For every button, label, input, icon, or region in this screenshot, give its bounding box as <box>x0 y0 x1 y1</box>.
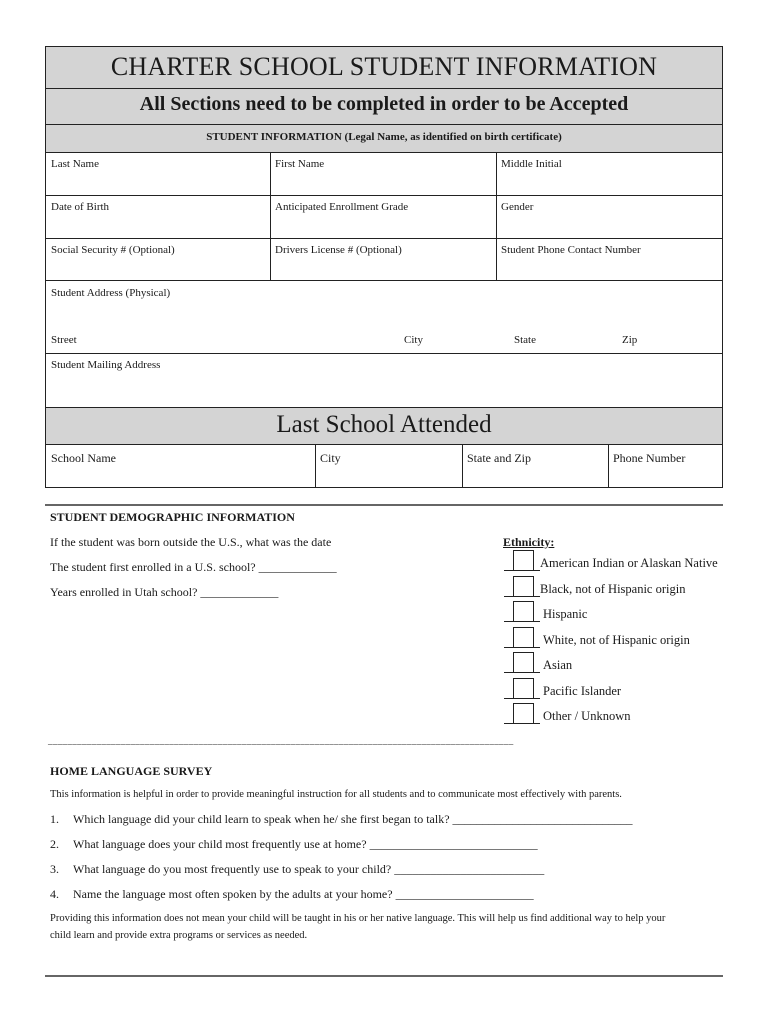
zip-field[interactable]: Zip <box>622 334 638 346</box>
middle-initial-field[interactable]: Middle Initial <box>501 158 562 170</box>
language-question[interactable]: What language does your child most frequently use at home? ____________________________ <box>73 837 538 851</box>
ethnicity-checkbox[interactable] <box>513 550 534 571</box>
dashed-separator: ________________________________________________________________________________________________ <box>48 736 514 746</box>
ethnicity-checkbox[interactable] <box>513 601 534 622</box>
language-question[interactable]: Which language did your child learn to speak when he/ she first began to talk? ______________________________ <box>73 812 633 826</box>
street-field[interactable]: Street <box>51 334 77 346</box>
school-state-zip-field[interactable]: State and Zip <box>467 451 531 465</box>
last-school-heading: Last School Attended <box>276 411 492 438</box>
home-language-heading: HOME LANGUAGE SURVEY <box>50 764 213 778</box>
ethnicity-option-label: Pacific Islander <box>543 683 622 698</box>
phone-field[interactable]: Student Phone Contact Number <box>501 244 641 256</box>
dob-field[interactable]: Date of Birth <box>51 201 110 213</box>
question-number: 2. <box>50 837 59 851</box>
language-question[interactable]: What language do you most frequently use to speak to your child? _________________________ <box>73 862 545 876</box>
last-name-field[interactable]: Last Name <box>51 158 99 170</box>
ethnicity-checkbox[interactable] <box>513 627 534 648</box>
question-number: 4. <box>50 887 59 901</box>
ethnicity-option-label: Other / Unknown <box>543 709 631 723</box>
ethnicity-heading: Ethnicity: <box>503 535 555 549</box>
form-title: CHARTER SCHOOL STUDENT INFORMATION <box>110 52 658 81</box>
bottom-rule <box>45 975 723 977</box>
state-field[interactable]: State <box>514 334 536 346</box>
ssn-field[interactable]: Social Security # (Optional) <box>51 244 175 256</box>
student-info-grid <box>45 152 723 281</box>
ethnicity-checkbox[interactable] <box>513 576 534 597</box>
student-info-heading: STUDENT INFORMATION (Legal Name, as identified on birth certificate) <box>206 131 562 143</box>
ethnicity-option-label: Asian <box>543 658 573 672</box>
city-field[interactable]: City <box>404 334 423 346</box>
school-phone-field[interactable]: Phone Number <box>613 451 686 465</box>
form-subtitle-bar <box>45 88 723 125</box>
question-number: 3. <box>50 862 59 876</box>
first-name-field[interactable]: First Name <box>275 158 325 170</box>
grade-field[interactable]: Anticipated Enrollment Grade <box>275 201 409 213</box>
form-title-bar <box>45 46 723 89</box>
gender-field[interactable]: Gender <box>501 201 534 213</box>
language-question[interactable]: Name the language most often spoken by the adults at your home? _______________________ <box>73 887 534 901</box>
ethnicity-checkbox[interactable] <box>513 652 534 673</box>
born-outside-question: If the student was born outside the U.S., what was the date <box>50 535 332 549</box>
ethnicity-checkbox[interactable] <box>513 678 534 699</box>
school-city-field[interactable]: City <box>320 451 341 465</box>
address-physical-label: Student Address (Physical) <box>51 287 171 299</box>
ethnicity-option-label: White, not of Hispanic origin <box>543 632 690 647</box>
form-subtitle: All Sections need to be completed in order to be Accepted <box>139 93 629 115</box>
last-school-heading-bar <box>45 407 723 445</box>
note-line-2: child learn and provide extra programs or services as needed. <box>50 930 308 941</box>
utah-years-question[interactable]: Years enrolled in Utah school? _____________ <box>50 585 279 599</box>
school-name-field[interactable]: School Name <box>51 451 116 465</box>
section-divider <box>45 504 723 506</box>
home-language-intro: This information is helpful in order to provide meaningful instruction for all students and to communicate most effectively with parents. <box>50 789 622 800</box>
ethnicity-checkbox[interactable] <box>513 703 534 724</box>
ethnicity-option-label: Black, not of Hispanic origin <box>540 581 686 596</box>
demographic-heading: STUDENT DEMOGRAPHIC INFORMATION <box>50 510 295 524</box>
note-line-1: Providing this information does not mean your child will be taught in his or her native language. This will help us find additional way to help your <box>50 913 666 924</box>
ethnicity-option-label: Hispanic <box>543 607 588 621</box>
ethnicity-option-label: American Indian or Alaskan Native <box>540 556 718 570</box>
mailing-address-field[interactable]: Student Mailing Address <box>51 359 161 371</box>
student-info-heading-bar <box>45 124 723 153</box>
first-enrolled-question[interactable]: The student first enrolled in a U.S. school? _____________ <box>50 560 337 574</box>
license-field[interactable]: Drivers License # (Optional) <box>275 244 402 256</box>
question-number: 1. <box>50 812 59 826</box>
